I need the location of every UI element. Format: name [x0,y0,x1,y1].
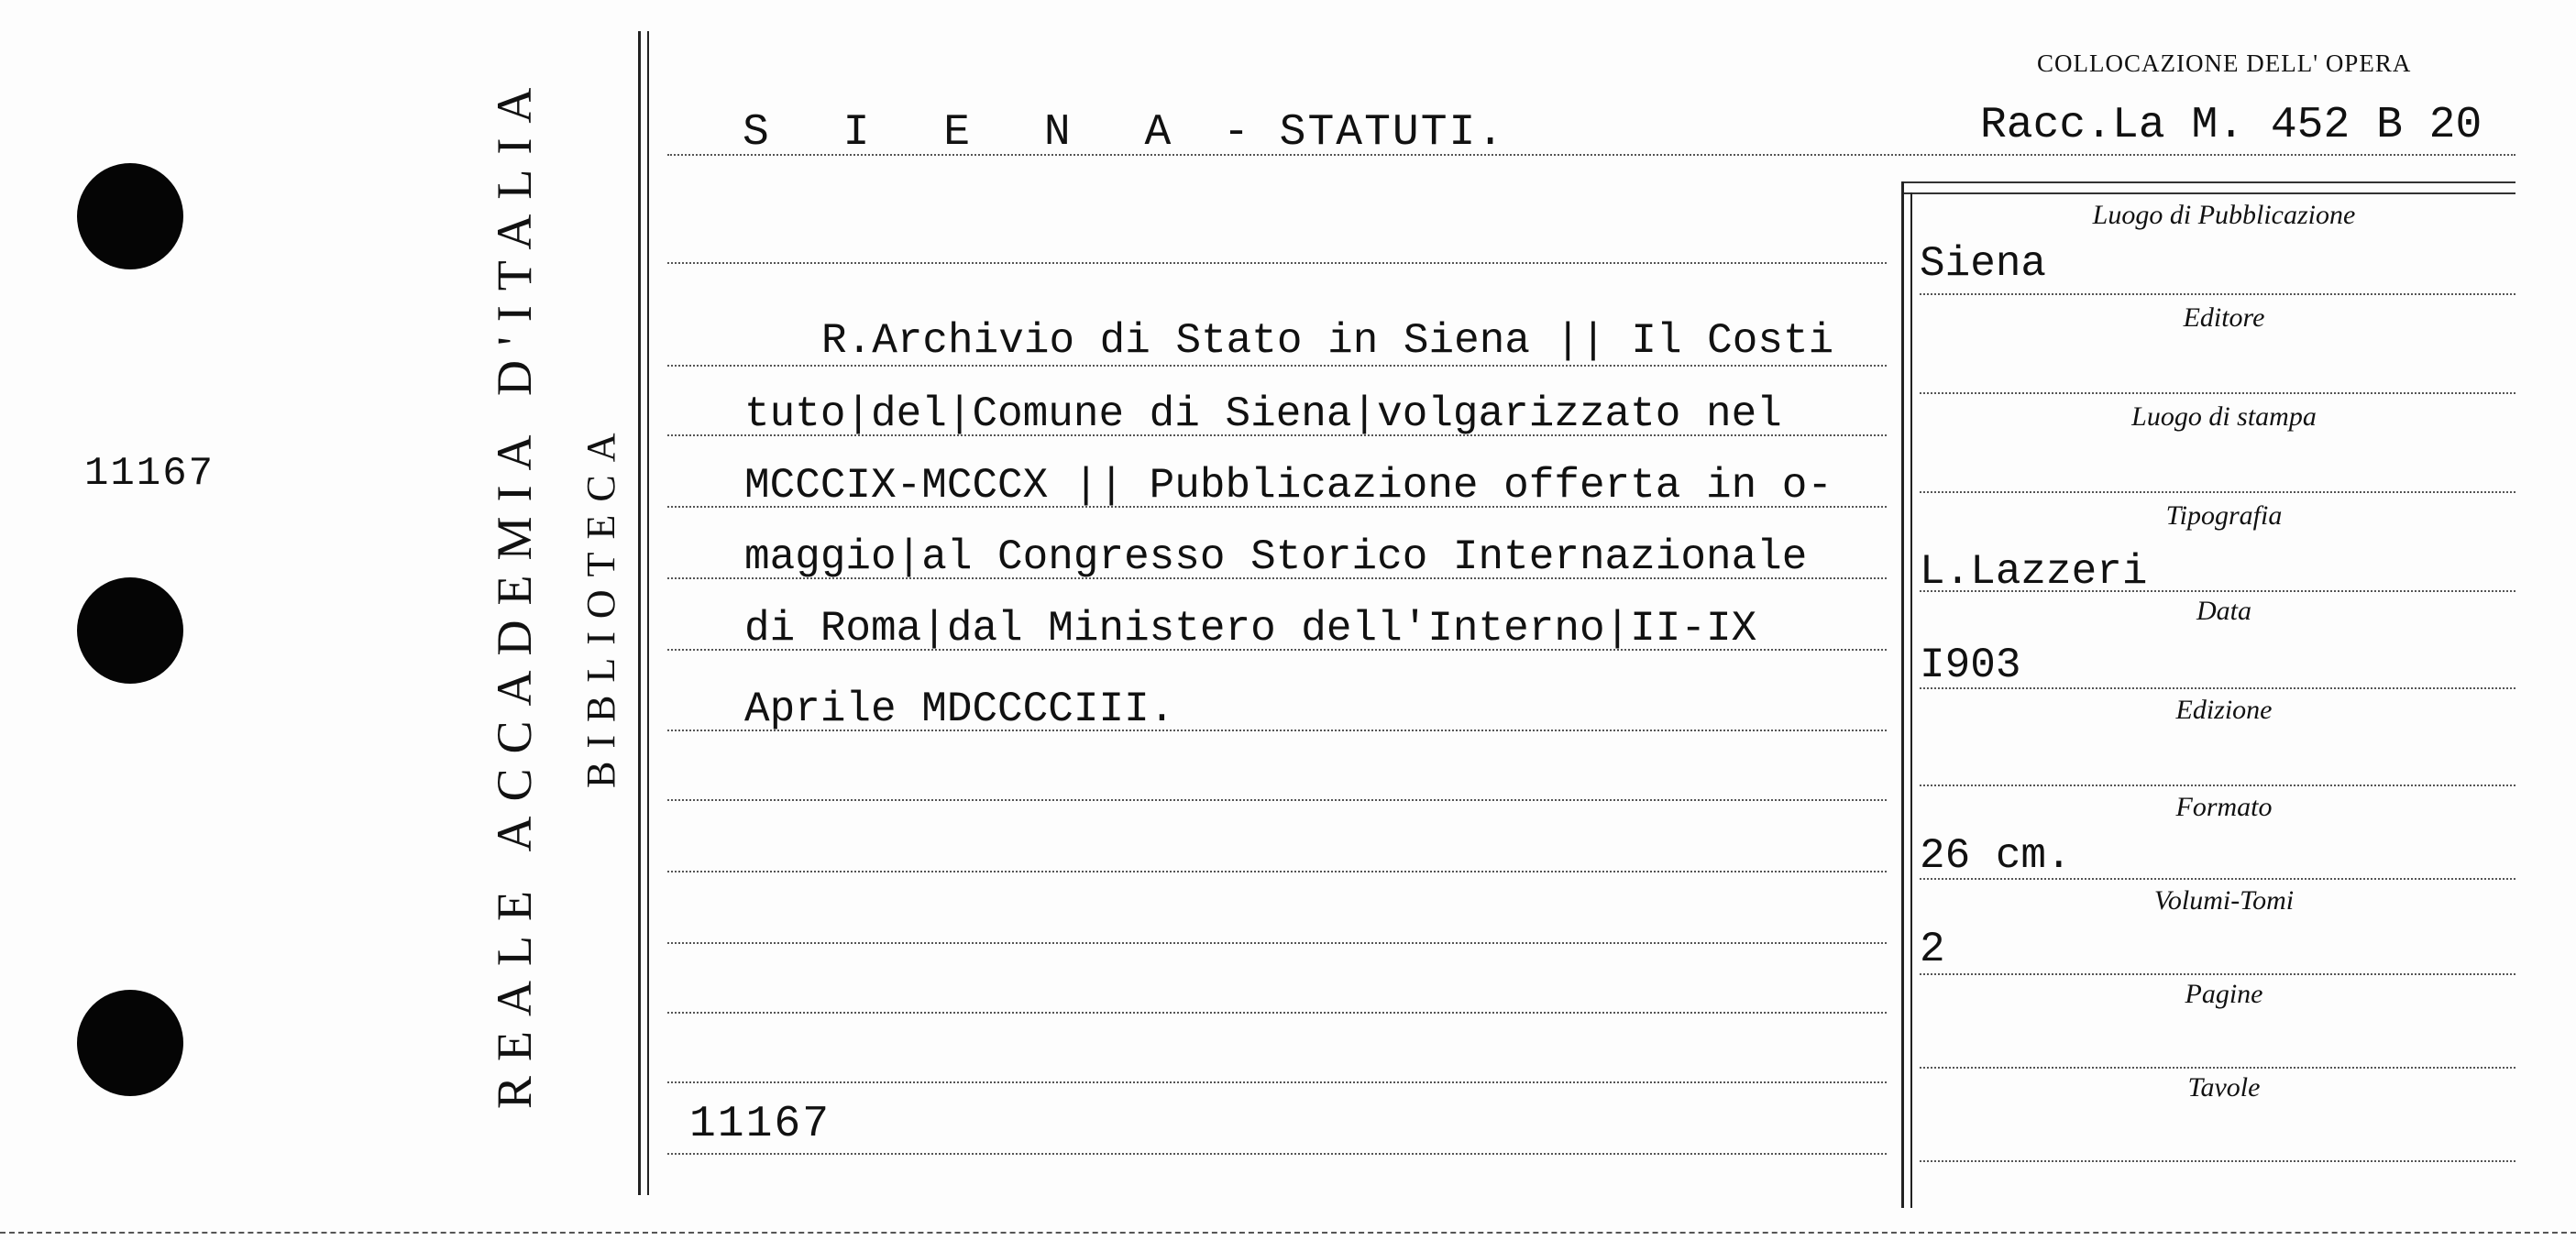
field-rule [1920,1160,2515,1162]
punch-hole-middle [77,577,183,684]
description-line: MCCCIX-MCCCX || Pubblicazione offerta in o- [744,462,1833,510]
editore-label: Editore [2183,302,2265,333]
volumi-tomi-label: Volumi-Tomi [2153,885,2295,916]
tavole-label: Tavole [2187,1072,2261,1103]
left-border-line [638,31,641,1195]
body-rule [667,262,1887,264]
side-inventory-number: 11167 [84,451,215,497]
body-rule [667,1153,1887,1155]
luogo-pubblicazione-label: Luogo di Pubblicazione [2092,200,2356,230]
field-rule [1920,687,2515,689]
formato-value: 26 cm. [1920,832,2072,880]
body-rule [667,1081,1887,1083]
page-title [743,108,1505,158]
field-rule [1920,392,2515,394]
header-rule [667,154,2515,156]
field-rule [1920,491,2515,493]
data-label: Data [2196,596,2251,626]
field-rule [1920,973,2515,975]
body-rule [667,942,1887,944]
fields-box-top [1901,181,2515,183]
collocation-label: COLLOCAZIONE DELL' OPERA [2037,49,2412,77]
title-subject: - STATUTI. [1223,108,1506,158]
body-rule [667,799,1887,801]
fields-box-left [1901,181,1904,1208]
title-city: S I E N A [743,108,1195,158]
fields-box-left-inner [1910,192,1912,1208]
body-rule [667,1012,1887,1014]
volumi-tomi-value: 2 [1920,926,1945,973]
left-border-line-inner [647,31,649,1195]
academy-name: REALE ACCADEMIA D'ITALIA [487,72,542,1109]
description-line: Aprile MDCCCCIII. [744,686,1175,733]
tipografia-label: Tipografia [2165,500,2283,531]
field-rule [1920,1067,2515,1069]
fields-box-top-inner [1901,192,2515,194]
edizione-label: Edizione [2175,695,2273,725]
card-bottom-edge [0,1232,2576,1234]
library-name: BIBLIOTECA [578,420,623,788]
tipografia-value: L.Lazzeri [1920,548,2148,596]
body-rule [667,365,1887,367]
luogo-stampa-label: Luogo di stampa [2131,401,2317,432]
pagine-label: Pagine [2185,979,2263,1009]
punch-hole-top [77,163,183,269]
body-rule [667,871,1887,872]
field-rule [1920,878,2515,880]
collocation-value: Racc.La M. 452 B 20 [1980,101,2482,150]
description-line: tuto|del|Comune di Siena|volgarizzato nel [744,390,1782,438]
description-line: R.Archivio di Stato in Siena || Il Costi [821,317,1834,365]
data-value: I903 [1920,642,2021,689]
field-rule [1920,785,2515,786]
formato-label: Formato [2175,792,2273,822]
luogo-pubblicazione-value: Siena [1920,240,2047,288]
field-rule [1920,293,2515,295]
description-line: maggio|al Congresso Storico Internazionale [744,533,1808,581]
bottom-inventory-number: 11167 [689,1100,831,1149]
description-line: di Roma|dal Ministero dell'Interno|II-IX [744,605,1757,653]
field-rule [1920,590,2515,592]
punch-hole-bottom [77,990,183,1096]
